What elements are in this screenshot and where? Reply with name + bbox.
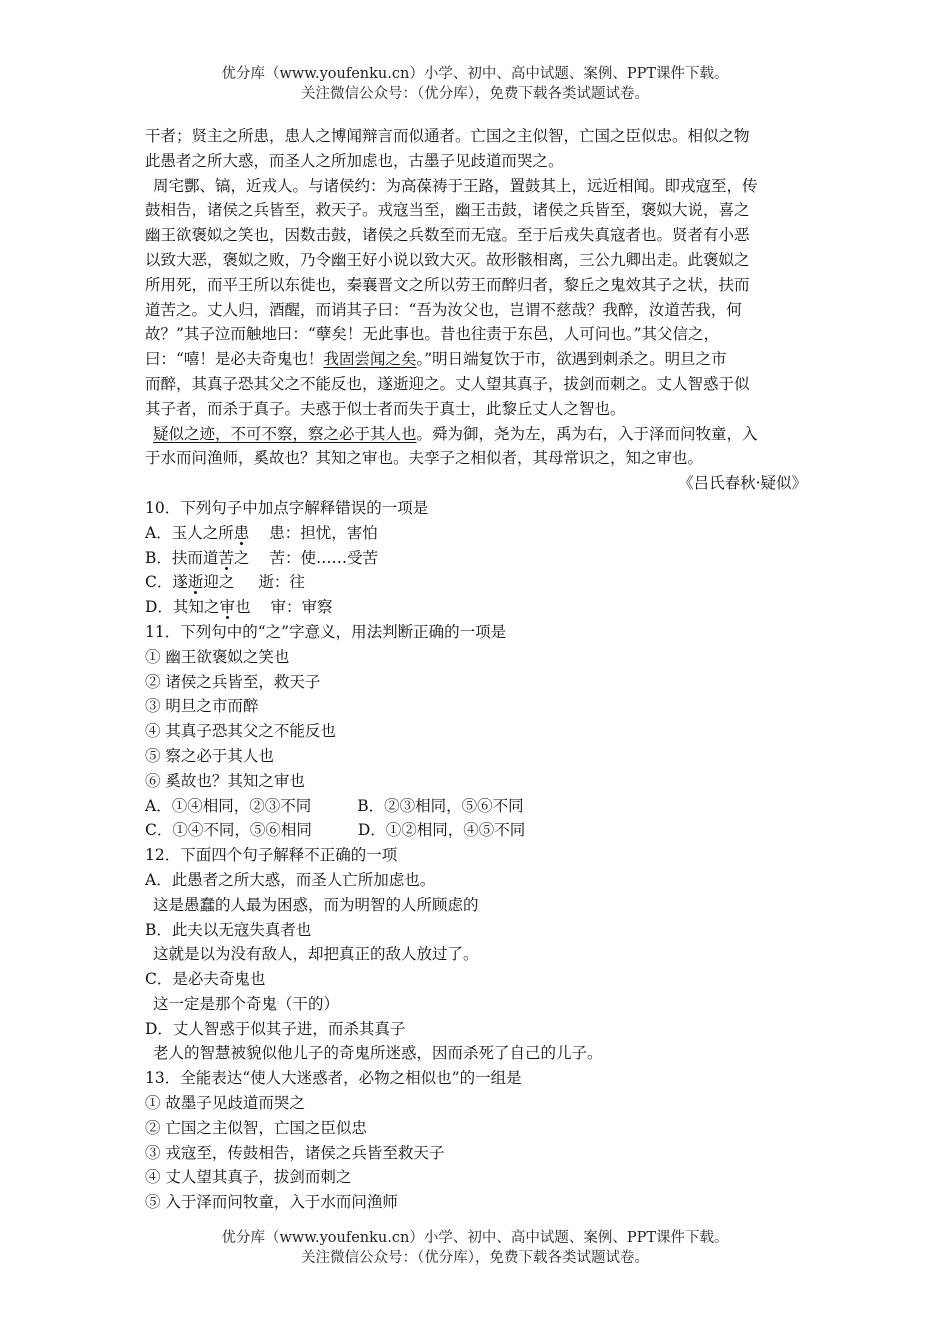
passage-line: 于水而问渔师，奚故也？其知之审也。夫孪子之相似者，其母常识之，知之审也。 <box>145 449 704 468</box>
underlined-sentence: 疑似之迹，不可不察，察之必于其人也 <box>153 424 417 443</box>
list-item: ③ 明旦之市而醉 <box>145 697 259 716</box>
list-item: ⑤ 入于泽而问牧童，入于水而问渔师 <box>145 1193 398 1212</box>
option-text: 之 <box>233 548 250 567</box>
passage-line: 此愚者之所大惑，而圣人之所加虑也，古墨子见歧道而哭之。 <box>145 151 564 170</box>
option-b: B．此夫以无寇失真者也 <box>145 920 312 939</box>
passage-line: 故？”其子泣而触地曰：“孽矣！无此事也。昔也往责于东邑，人可问也。”其父信之， <box>145 325 720 344</box>
option-a <box>145 521 807 546</box>
passage-line <box>145 422 807 447</box>
options-row <box>145 818 807 843</box>
option-text: D．其知之 <box>145 598 220 617</box>
passage-line: 幽王欲褒姒之笑也，因数击鼓，诸侯之兵数至而无寇。至于后戎失真寇者也。贤者有小恶 <box>145 226 750 245</box>
underlined-sentence: 我固尝闻之矣 <box>323 350 417 369</box>
dotted-char: 患 <box>233 523 250 542</box>
passage-line: 鼓相告，诸侯之兵皆至，救天子。戎寇当至，幽王击鼓，诸侯之兵皆至，褒姒大说，喜之 <box>145 201 750 220</box>
passage-line <box>145 347 807 372</box>
option-text: B．扶而道 <box>145 548 219 567</box>
document-body <box>145 124 807 1215</box>
passage-line: 道苦之。丈人归，酒醒，而诮其子曰：“吾为汝父也，岂谓不慈哉？我醉，汝道苦我，何 <box>145 300 742 319</box>
option-text: C．遂 <box>145 573 188 592</box>
list-item: ① 幽王欲褒姒之笑也 <box>145 647 290 666</box>
list-item: ④ 其真子恐其父之不能反也 <box>145 722 336 741</box>
passage-line: 而醉，其真子恐其父之不能反也，遂逝迎之。丈人望其真子，拔剑而刺之。丈人智惑于似 <box>145 374 750 393</box>
option-d <box>145 595 807 620</box>
option-explanation: 这就是以为没有敌人，却把真正的敌人放过了。 <box>153 945 479 964</box>
option-note: 苦：使……受苦 <box>269 548 378 567</box>
option-note: 患：担忧，害怕 <box>269 523 378 542</box>
option-text: 也 <box>234 598 251 617</box>
option-text: 迎之 <box>203 573 235 592</box>
list-item: ① 故墨子见歧道而哭之 <box>145 1094 305 1113</box>
option-d: D．①②相同，④⑤不同 <box>357 821 526 840</box>
list-item: ② 诸侯之兵皆至，救天子 <box>145 672 321 691</box>
option-explanation: 这一定是那个奇鬼（干的） <box>153 994 340 1013</box>
passage-text: 。”明日端复饮于市，欲遇到刺杀之。明旦之市 <box>416 350 727 369</box>
question-stem: 11．下列句中的“之”字意义，用法判断正确的一项是 <box>145 622 507 641</box>
list-item: ⑤ 察之必于其人也 <box>145 746 274 765</box>
option-explanation: 老人的智慧被貌似他儿子的奇鬼所迷惑，因而杀死了自己的儿子。 <box>153 1044 603 1063</box>
question-stem: 12．下面四个句子解释不正确的一项 <box>145 846 398 865</box>
option-b: B．②③相同，⑤⑥不同 <box>357 796 524 815</box>
passage-line: 干者；贤主之所患，患人之博闻辩言而似通者。亡国之主似智，亡国之臣似忠。相似之物 <box>145 127 750 145</box>
list-item: ④ 丈人望其真子，拔剑而刺之 <box>145 1168 352 1187</box>
header-line-1: 优分库（www.youfenku.cn）小学、初中、高中试题、案例、PPT课件下载。 <box>221 66 729 82</box>
option-a: A．此愚者之所大惑，而圣人亡所加虑也。 <box>145 870 436 889</box>
list-item: ⑥ 奚故也？其知之审也 <box>145 771 305 790</box>
passage-line: 所用死，而平王所以东徙也，秦襄晋文之所以劳王而醉归者，黎丘之鬼效其子之状，扶而 <box>145 275 750 294</box>
page-footer <box>0 1228 950 1268</box>
options-row <box>145 794 807 819</box>
dotted-char: 审 <box>219 598 235 617</box>
option-c: C．是必夫奇鬼也 <box>145 970 266 989</box>
list-item: ② 亡国之主似智，亡国之臣似忠 <box>145 1118 367 1137</box>
option-note: 逝：往 <box>258 573 305 592</box>
passage-source: 《吕氏春秋·疑似》 <box>678 474 807 493</box>
dotted-char: 苦 <box>218 548 234 567</box>
passage-line: 其子者，而杀于真子。夫惑于似士者而失于真士，此黎丘丈人之智也。 <box>145 399 626 418</box>
list-item: ③ 戎寇至，传鼓相告，诸侯之兵皆至救天子 <box>145 1143 445 1162</box>
passage-text: 曰：“嘻！是必夫奇鬼也！ <box>145 350 324 369</box>
question-stem: 13．全能表达“使人大迷惑者，必物之相似也”的一组是 <box>145 1069 522 1088</box>
option-b <box>145 546 807 571</box>
passage-line: 周宅酆、镐，近戎人。与诸侯约：为高葆祷于王路，置鼓其上，远近相闻。即戎寇至，传 <box>153 176 758 195</box>
question-stem: 10．下列句子中加点字解释错误的一项是 <box>145 498 429 517</box>
passage-line: 以致大恶，褒姒之败，乃令幽王好小说以致大灭。故形骸相离，三公九卿出走。此褒姒之 <box>145 250 750 269</box>
option-text: A．玉人之所 <box>145 523 234 542</box>
passage-text: 。舜为御，尧为左，禹为右，入于泽而问牧童，入 <box>416 424 758 443</box>
option-explanation: 这是愚蠢的人最为困惑，而为明智的人所顾虑的 <box>153 895 479 914</box>
option-c <box>145 570 807 595</box>
footer-line-2: 关注微信公众号：（优分库），免费下载各类试题试卷。 <box>301 1250 649 1266</box>
page-header <box>0 64 950 104</box>
option-d: D．丈人智惑于似其子进，而杀其真子 <box>145 1019 406 1038</box>
option-note: 审：审察 <box>270 598 333 617</box>
header-line-2: 关注微信公众号：（优分库），免费下载各类试题试卷。 <box>301 86 649 102</box>
footer-line-1: 优分库（www.youfenku.cn）小学、初中、高中试题、案例、PPT课件下载。 <box>221 1230 729 1246</box>
option-a: A．①④相同，②③不同 <box>145 796 312 815</box>
dotted-char: 逝 <box>187 573 204 592</box>
option-c: C．①④不同，⑤⑥相同 <box>145 821 312 840</box>
